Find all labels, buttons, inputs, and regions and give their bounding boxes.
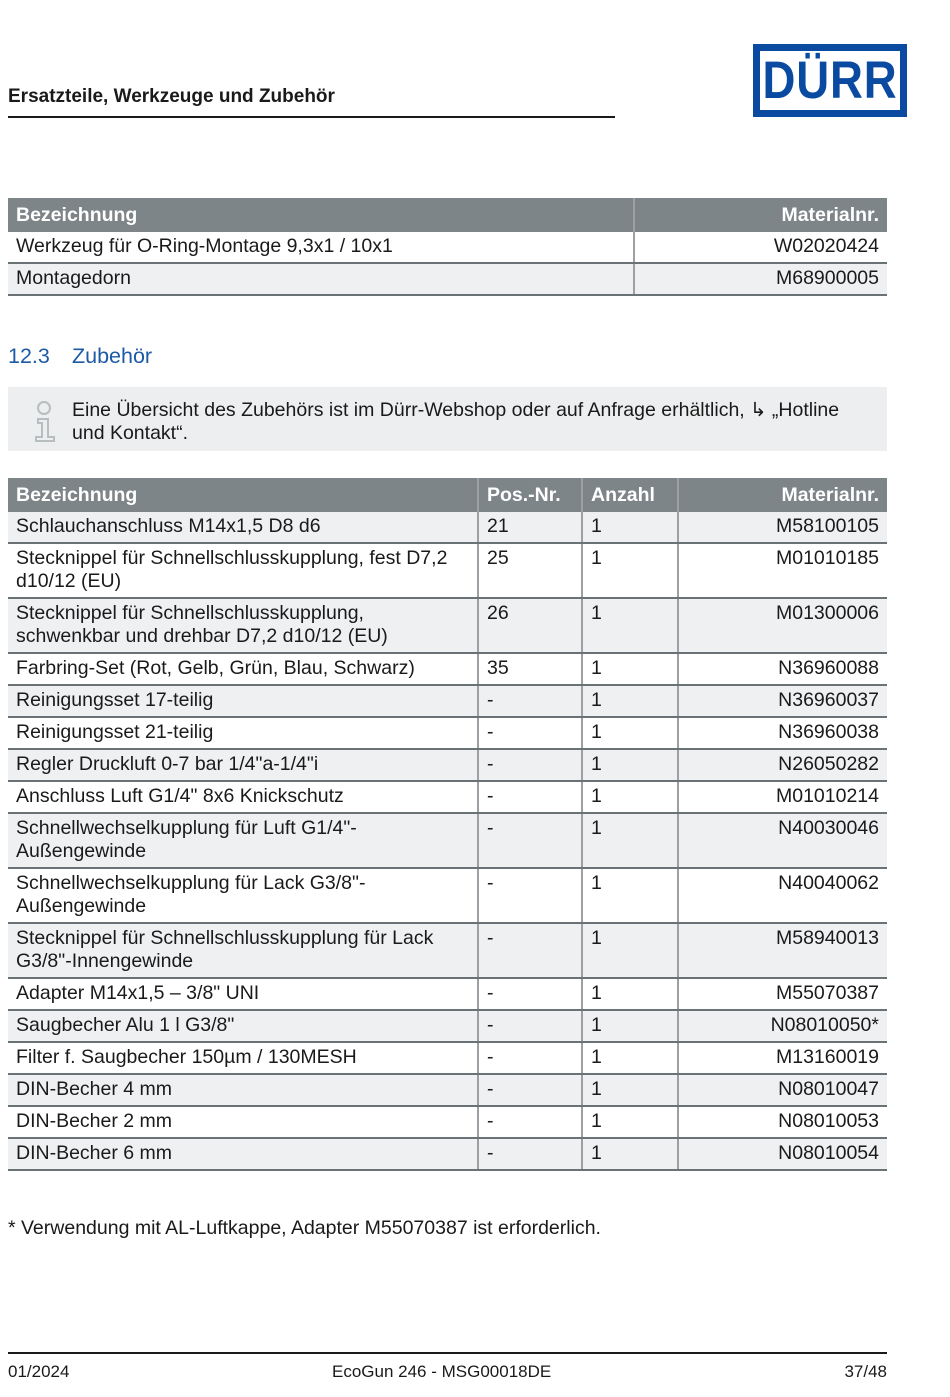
footer-date: 01/2024	[8, 1362, 70, 1381]
acc-pos-cell: -	[478, 781, 582, 813]
acc-pos-cell: -	[478, 978, 582, 1010]
table-row	[8, 781, 887, 813]
acc-name-cell: DIN-Becher 4 mm	[8, 1074, 478, 1106]
acc-name-cell: Schnellwechselkupplung für Lack G3/8"-Außengewinde	[8, 868, 478, 923]
acc-qty-cell: 1	[582, 781, 678, 813]
acc-name-cell: DIN-Becher 2 mm	[8, 1106, 478, 1138]
acc-qty-cell: 1	[582, 598, 678, 653]
footnote: * Verwendung mit AL-Luftkappe, Adapter M55070387 ist erforderlich.	[8, 1217, 601, 1239]
info-icon	[30, 399, 62, 443]
acc-qty-cell: 1	[582, 868, 678, 923]
acc-qty-cell: 1	[582, 1138, 678, 1170]
acc-material-cell: N08010047	[678, 1074, 887, 1106]
acc-header-name: Bezeichnung	[8, 478, 478, 512]
acc-material-cell: N36960038	[678, 717, 887, 749]
acc-name-cell: Adapter M14x1,5 – 3/8" UNI	[8, 978, 478, 1010]
acc-name-cell: Regler Druckluft 0-7 bar 1/4"a-1/4"i	[8, 749, 478, 781]
note-text	[72, 399, 872, 445]
tool-material-cell: W02020424	[634, 232, 887, 263]
acc-material-cell: N08010054	[678, 1138, 887, 1170]
logo-text: DÜRR	[762, 51, 898, 110]
acc-pos-cell: -	[478, 1042, 582, 1074]
table-row	[8, 717, 887, 749]
footer-document: EcoGun 246 - MSG00018DE	[332, 1362, 552, 1381]
acc-material-cell: N36960037	[678, 685, 887, 717]
tools-header-material: Materialnr.	[634, 198, 887, 232]
acc-pos-cell: -	[478, 1010, 582, 1042]
acc-pos-cell: -	[478, 1074, 582, 1106]
acc-pos-cell: -	[478, 813, 582, 868]
acc-header-qty: Anzahl	[582, 478, 678, 512]
acc-name-cell: Schlauchanschluss M14x1,5 D8 d6	[8, 512, 478, 543]
table-row	[8, 232, 887, 263]
footer-page: 37/48	[844, 1362, 887, 1381]
acc-material-cell: M58100105	[678, 512, 887, 543]
acc-material-cell: N08010053	[678, 1106, 887, 1138]
table-row	[8, 1074, 887, 1106]
acc-qty-cell: 1	[582, 1042, 678, 1074]
acc-pos-cell: -	[478, 923, 582, 978]
table-row	[8, 978, 887, 1010]
tools-table	[8, 198, 887, 296]
acc-pos-cell: 21	[478, 512, 582, 543]
acc-qty-cell: 1	[582, 1010, 678, 1042]
acc-pos-cell: -	[478, 685, 582, 717]
acc-name-cell: Stecknippel für Schnellschlusskupplung, fest D7,2 d10/12 (EU)	[8, 543, 478, 598]
note-text-body: Eine Übersicht des Zubehörs ist im Dürr-Webshop oder auf Anfrage erhältlich,	[72, 399, 751, 421]
acc-pos-cell: -	[478, 717, 582, 749]
acc-header-material: Materialnr.	[678, 478, 887, 512]
acc-qty-cell: 1	[582, 653, 678, 685]
table-row	[8, 263, 887, 295]
acc-name-cell: Anschluss Luft G1/4" 8x6 Knickschutz	[8, 781, 478, 813]
note-text-end: .	[182, 422, 188, 444]
duerr-logo	[753, 44, 907, 117]
table-row	[8, 923, 887, 978]
acc-material-cell: M01300006	[678, 598, 887, 653]
acc-material-cell: M01010214	[678, 781, 887, 813]
acc-name-cell: Schnellwechselkupplung für Luft G1/4"-Außengewinde	[8, 813, 478, 868]
hotline-link[interactable]: „Hotline und Kontakt“	[72, 399, 840, 444]
section-heading	[8, 344, 152, 369]
acc-name-cell: Reinigungsset 21-teilig	[8, 717, 478, 749]
table-row	[8, 1042, 887, 1074]
info-note	[8, 387, 887, 451]
acc-qty-cell: 1	[582, 543, 678, 598]
acc-qty-cell: 1	[582, 1106, 678, 1138]
acc-pos-cell: -	[478, 868, 582, 923]
acc-pos-cell: -	[478, 1106, 582, 1138]
table-row	[8, 749, 887, 781]
acc-pos-cell: 26	[478, 598, 582, 653]
table-row	[8, 1010, 887, 1042]
table-row	[8, 653, 887, 685]
table-row	[8, 1138, 887, 1170]
table-row	[8, 1106, 887, 1138]
link-arrow-icon: ↳	[750, 399, 767, 421]
page-header-title: Ersatzteile, Werkzeuge und Zubehör	[8, 86, 335, 107]
section-number: 12.3	[8, 344, 50, 368]
acc-name-cell: DIN-Becher 6 mm	[8, 1138, 478, 1170]
acc-qty-cell: 1	[582, 978, 678, 1010]
header-divider	[8, 116, 615, 118]
acc-name-cell: Saugbecher Alu 1 l G3/8"	[8, 1010, 478, 1042]
table-row	[8, 512, 887, 543]
table-row	[8, 543, 887, 598]
tool-name-cell: Werkzeug für O-Ring-Montage 9,3x1 / 10x1	[8, 232, 634, 263]
acc-qty-cell: 1	[582, 512, 678, 543]
footer-divider	[8, 1352, 887, 1354]
acc-material-cell: N26050282	[678, 749, 887, 781]
acc-material-cell: M55070387	[678, 978, 887, 1010]
acc-material-cell: N40040062	[678, 868, 887, 923]
acc-qty-cell: 1	[582, 685, 678, 717]
acc-qty-cell: 1	[582, 1074, 678, 1106]
acc-pos-cell: -	[478, 749, 582, 781]
acc-qty-cell: 1	[582, 717, 678, 749]
section-title: Zubehör	[72, 344, 153, 368]
acc-material-cell: N36960088	[678, 653, 887, 685]
acc-name-cell: Reinigungsset 17-teilig	[8, 685, 478, 717]
tool-material-cell: M68900005	[634, 263, 887, 295]
acc-material-cell: N08010050*	[678, 1010, 887, 1042]
acc-qty-cell: 1	[582, 749, 678, 781]
acc-name-cell: Filter f. Saugbecher 150µm / 130MESH	[8, 1042, 478, 1074]
table-row	[8, 685, 887, 717]
acc-header-pos: Pos.-Nr.	[478, 478, 582, 512]
acc-qty-cell: 1	[582, 923, 678, 978]
acc-name-cell: Stecknippel für Schnellschlusskupplung für Lack G3/8"-Innengewinde	[8, 923, 478, 978]
table-row	[8, 868, 887, 923]
tools-header-name: Bezeichnung	[8, 198, 634, 232]
acc-pos-cell: -	[478, 1138, 582, 1170]
acc-pos-cell: 35	[478, 653, 582, 685]
acc-material-cell: M13160019	[678, 1042, 887, 1074]
acc-pos-cell: 25	[478, 543, 582, 598]
acc-material-cell: N40030046	[678, 813, 887, 868]
acc-material-cell: M58940013	[678, 923, 887, 978]
acc-material-cell: M01010185	[678, 543, 887, 598]
table-row	[8, 598, 887, 653]
acc-name-cell: Stecknippel für Schnellschlusskupplung, schwenkbar und drehbar D7,2 d10/12 (EU)	[8, 598, 478, 653]
acc-qty-cell: 1	[582, 813, 678, 868]
tool-name-cell: Montagedorn	[8, 263, 634, 295]
table-row	[8, 813, 887, 868]
acc-name-cell: Farbring-Set (Rot, Gelb, Grün, Blau, Schwarz)	[8, 653, 478, 685]
accessories-table	[8, 478, 887, 1171]
